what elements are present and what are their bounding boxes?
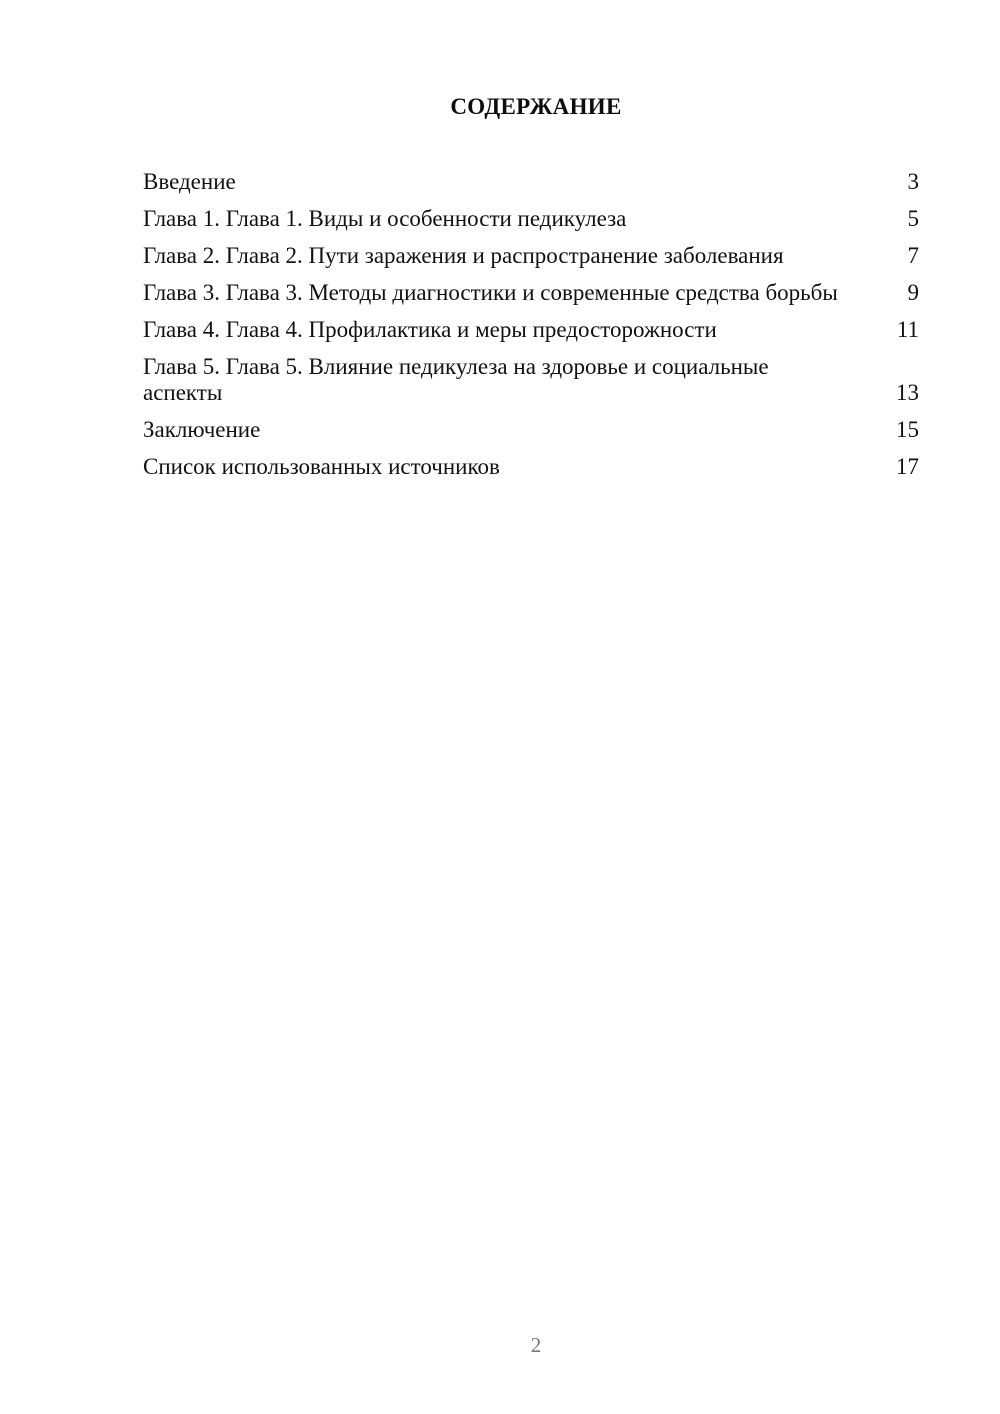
toc-entry-page: 13 [896, 380, 919, 405]
page-number: 2 [530, 1333, 542, 1357]
toc-entry-text: Глава 5. Глава 5. Влияние педикулеза на здоровье и социальные аспекты [143, 354, 769, 405]
toc-entry-references[interactable] [143, 454, 919, 480]
toc-entry-introduction[interactable] [143, 169, 919, 195]
toc-entry-chapter-5[interactable] [143, 354, 919, 406]
toc-entry-page: 11 [896, 317, 919, 342]
toc-entry-text: Глава 3. Глава 3. Методы диагностики и современные средства борьбы [143, 280, 838, 305]
toc-entry-page: 17 [896, 454, 919, 479]
toc-entry-text: Список использованных источников [143, 454, 500, 479]
toc-entry-text: Глава 1. Глава 1. Виды и особенности педикулеза [143, 206, 627, 231]
toc-entry-chapter-3[interactable] [143, 280, 919, 306]
toc-entry-text: Глава 4. Глава 4. Профилактика и меры предосторожности [143, 317, 717, 342]
page-title: СОДЕРЖАНИЕ [450, 94, 622, 119]
toc-entry-page: 9 [907, 280, 919, 305]
toc-entry-chapter-2[interactable] [143, 243, 919, 269]
toc-entry-page: 7 [907, 243, 919, 268]
table-of-contents [143, 169, 919, 491]
toc-entry-chapter-1[interactable] [143, 206, 919, 232]
toc-entry-page: 15 [896, 417, 919, 442]
toc-entry-conclusion[interactable] [143, 417, 919, 443]
toc-entry-page: 5 [907, 206, 919, 231]
toc-entry-text: Введение [143, 169, 236, 194]
toc-entry-text: Заключение [143, 417, 261, 442]
toc-entry-text: Глава 2. Глава 2. Пути заражения и распространение заболевания [143, 243, 784, 268]
toc-entry-chapter-4[interactable] [143, 317, 919, 343]
toc-entry-page: 3 [907, 169, 919, 194]
